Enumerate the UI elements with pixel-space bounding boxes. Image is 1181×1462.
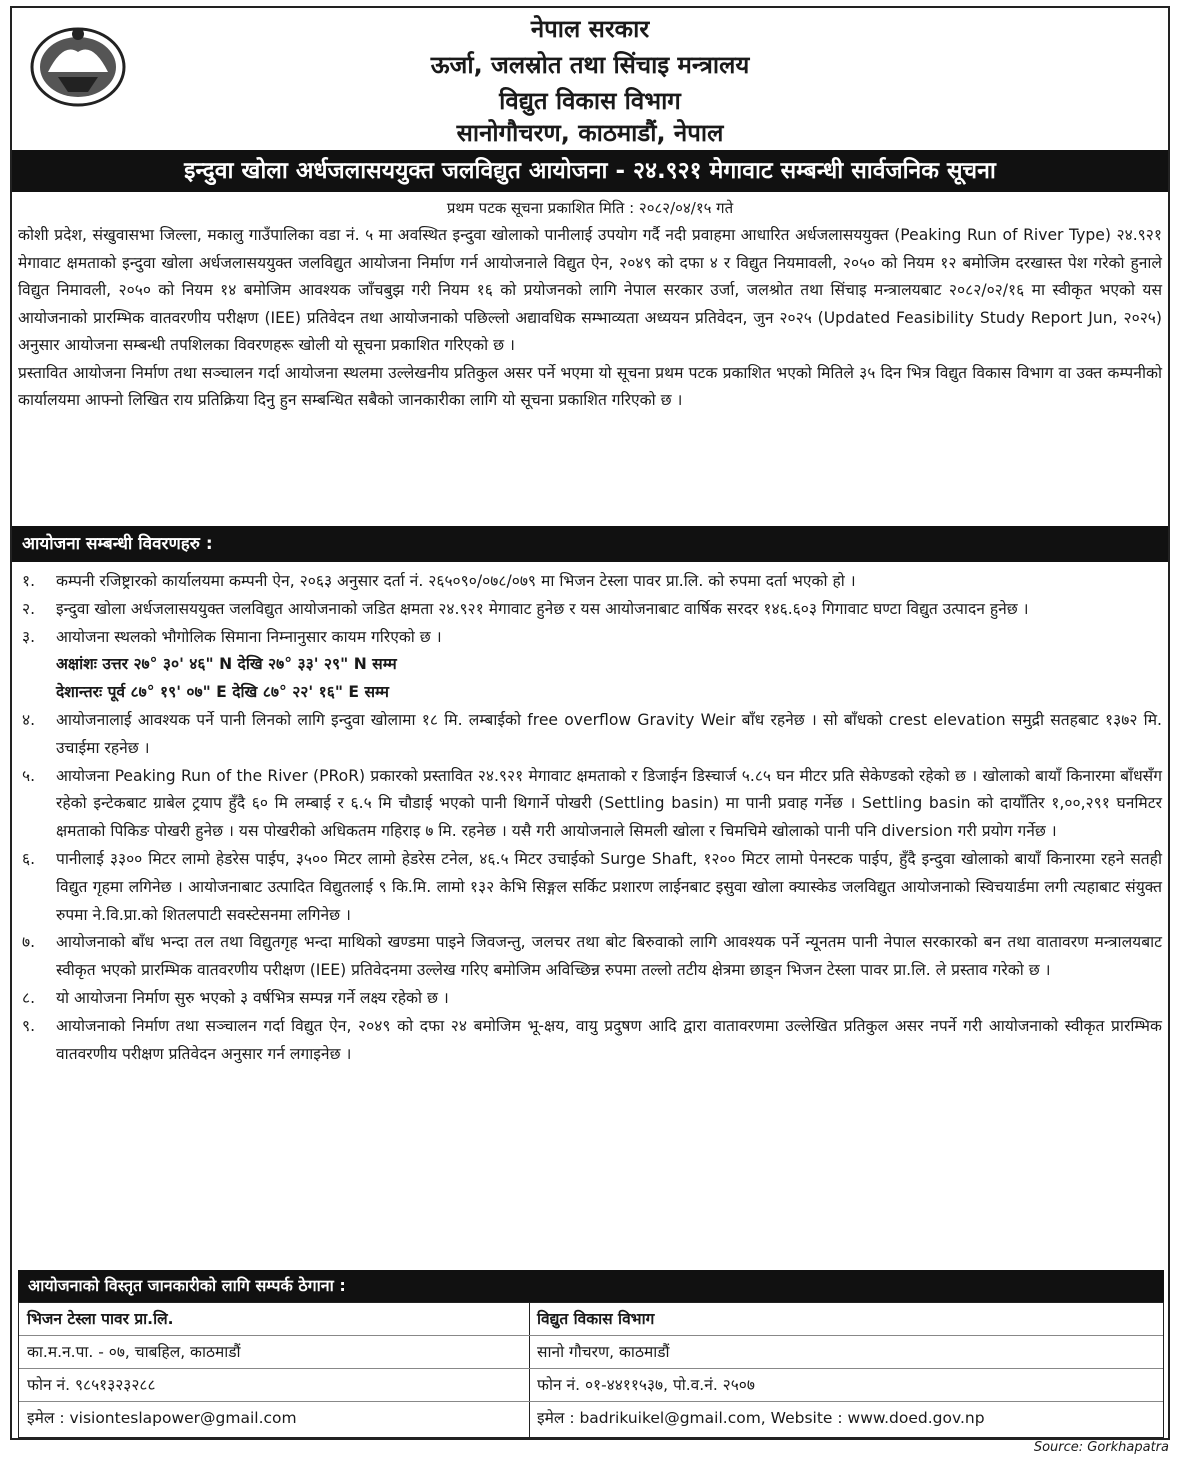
contact-table bbox=[18, 1302, 1164, 1438]
list-item bbox=[18, 707, 1162, 763]
list-item bbox=[18, 624, 1162, 707]
company-email[interactable]: इमेल : visionteslapower@gmail.com bbox=[27, 1409, 297, 1427]
latitude-range: अक्षांशः उत्तर २७° ३०' ४६" N देखि २७° ३३' २९" N सम्म bbox=[56, 655, 397, 674]
list-item bbox=[18, 568, 1162, 596]
list-item bbox=[18, 846, 1162, 929]
department-contact-phone: फोन नं. ०१-४४११५३७, पो.व.नं. २५०७ bbox=[529, 1369, 1163, 1402]
notice-page bbox=[10, 6, 1170, 1440]
govt-name: नेपाल सरकार bbox=[530, 15, 650, 43]
details-heading: आयोजना सम्बन्धी विवरणहरु : bbox=[12, 526, 1168, 562]
item-text: आयोजनाको निर्माण तथा सञ्चालन गर्दा विद्युत ऐन, २०४९ को दफा २४ बमोजिम भू-क्षय, वायु प्रदुषण आदि द्वारा वातावरणमा उल्लेखित प्रतिकुल असर नपर्ने गरी आयोजनाको स्वीकृत प्रारम्भिक वातवरणीय परीक्षण प्रतिवेदन अनुसार गर्न लगाइनेछ । bbox=[56, 1016, 1162, 1063]
longitude-range: देशान्तरः पूर्व ८७° १९' ०७" E देखि ८७° २२' १६" E सम्म bbox=[56, 683, 389, 702]
item-number: ८. bbox=[22, 988, 36, 1007]
item-number: १. bbox=[22, 572, 36, 590]
intro-paragraph-1: कोशी प्रदेश, संखुवासभा जिल्ला, मकालु गाउँपालिका वडा नं. ५ मा अवस्थित इन्दुवा खोलाको पानीलाई उपयोग गर्दै नदी प्रवाहमा आधारित अर्धजलासययुक्त (Peaking Run of River Type) २४.९२१ मेगावाट क्षमताको इन्दुवा खोला अर्धजलासययुक्त जलविद्युत आयोजना निर्माण गर्न आयोजनाले विद्युत ऐन, २०४९ को दफा ४ र विद्युत नियमावली, २०५० को नियम १२ बमोजिम दरखास्त पेश गरेको हुनाले विद्युत निमावली, २०५० को नियम १४ बमोजिम आवश्यक जाँचबुझ गरी नियम १६ को प्रयोजनको लागि नेपाल सरकार उर्जा, जलश्रोत तथा सिंचाइ मन्त्रालयबाट २०८२/०२/१६ मा स्वीकृत भएको यस आयोजनाको प्रारम्भिक वातवरणीय परीक्षण (IEE) प्रतिवेदन तथा आयोजनाको पछिल्लो अद्यावधिक सम्भाव्यता अध्ययन प्रतिवेदन, जुन २०२५ (Updated Feasibility Study Report Jun, २०२५) अनुसार आयोजना सम्बन्धी तपशिलका विवरणहरू खोली यो सूचना प्रकाशित गरिएको छ । bbox=[18, 226, 1163, 354]
item-number: ७. bbox=[22, 933, 36, 952]
intro-paragraph-2: प्रस्तावित आयोजना निर्माण तथा सञ्चालन गर्दा आयोजना स्थलमा उल्लेखनीय प्रतिकुल असर पर्ने भएमा यो सूचना प्रथम पटक प्रकाशित भएको मितिले ३५ दिन भित्र विद्युत विकास विभाग वा उक्त कम्पनीको कार्यालयमा आफ्नो लिखित राय प्रतिक्रिया दिनु हुन सम्बन्धित सबैको जानकारीका लागि यो सूचना प्रकाशित गरिएको छ । bbox=[18, 363, 1162, 409]
item-text: आयोजनालाई आवश्यक पर्ने पानी लिनको लागि इन्दुवा खोलामा १८ मि. लम्बाईको free overflow Gravity Weir बाँध रहनेछ । सो बाँधको crest elevation समुद्री सतहबाट १३७२ मि. उचाईमा रहनेछ । bbox=[56, 710, 1162, 757]
department-contact-name: विद्युत विकास विभाग bbox=[529, 1303, 1163, 1336]
item-text: यो आयोजना निर्माण सुरु भएको ३ वर्षभित्र सम्पन्न गर्ने लक्ष्य रहेको छ । bbox=[56, 988, 449, 1007]
source-credit: Source: Gorkhapatra bbox=[1033, 1440, 1169, 1455]
list-item bbox=[18, 929, 1162, 985]
item-text: आयोजनाको बाँध भन्दा तल तथा विद्युतगृह भन्दा माथिको खण्डमा पाइने जिवजन्तु, जलचर तथा बोट बिरुवाको लागि आवश्यक पर्ने न्यूनतम पानी नेपाल सरकारको बन तथा वातावरण मन्त्रालयबाट स्वीकृत भएको प्रारम्भिक वातवरणीय परीक्षण (IEE) प्रतिवेदनमा उल्लेख गरिए बमोजिम अविच्छिन्न रुपमा तल्लो तटीय क्षेत्रमा छाड्न भिजन टेस्ला पावर प्रा.लि. ले प्रस्ताव गरेको छ । bbox=[56, 933, 1162, 980]
item-text: आयोजना Peaking Run of the River (PRoR) प्रकारको प्रस्तावित २४.९२१ मेगावाट क्षमताको र डिजाईन डिस्चार्ज ५.८५ घन मीटर प्रति सेकेण्डको रहेको छ । खोलाको बायाँ किनारमा बाँधसँग रहेको इन्टेकबाट ग्राबेल ट्रयाप हुँदै ६० मि लम्बाई र ६.५ मि चौडाई भएको पानी थिगार्ने पोखरी (Settling basin) मा पानी प्रवाह गर्नेछ । Settling basin को दायाँतिर १,००,२९१ घनमिटर क्षमताको पिकिङ पोखरी हुनेछ । यस पोखरीको अधिकतम गहिराइ ७ मि. रहनेछ । यसै गरी आयोजनाले सिमली खोला र चिमचिमे खोलाको पानी पनि diversion गरी प्रयोग गर्नेछ । bbox=[56, 766, 1162, 841]
company-phone: फोन नं. ९८५१३२३२८८ bbox=[19, 1369, 529, 1402]
item-number: ३. bbox=[22, 627, 36, 646]
ministry-name: ऊर्जा, जलस्रोत तथा सिंचाइ मन्त्रालय bbox=[430, 51, 750, 79]
item-text: कम्पनी रजिष्ट्रारको कार्यालयमा कम्पनी ऐन, २०६३ अनुसार दर्ता नं. २६५०९०/०७८/०७९ मा भिजन टेस्ला पावर प्रा.लि. को रुपमा दर्ता भएको हो । bbox=[56, 572, 856, 590]
item-number: ४. bbox=[22, 710, 36, 729]
header bbox=[12, 8, 1168, 146]
department-address: सानोगौचरण, काठमाडौं, नेपाल bbox=[456, 119, 724, 147]
department-contact-email-website[interactable]: इमेल : badrikuikel@gmail.com, Website : www.doed.gov.np bbox=[537, 1409, 985, 1427]
department-contact bbox=[529, 1303, 1163, 1437]
details-list bbox=[18, 568, 1162, 1068]
list-item bbox=[18, 985, 1162, 1013]
contact-heading: आयोजनाको विस्तृत जानकारीको लागि सम्पर्क ठेगाना : bbox=[18, 1270, 1164, 1302]
item-text: आयोजना स्थलको भौगोलिक सिमाना निम्नानुसार कायम गरिएको छ । bbox=[56, 627, 442, 646]
list-item bbox=[18, 1013, 1162, 1069]
item-text: पानीलाई ३३०० मिटर लामो हेडरेस पाईप, ३५०० मिटर लामो हेडरेस टनेल, ४६.५ मिटर उचाईको Surge Shaft, १२०० मिटर लामो पेनस्टक पाईप, हुँदै इन्दुवा खोलाको बायाँ किनारमा रहने सतही विद्युत गृहमा लगिनेछ । आयोजनाबाट उत्पादित विद्युतलाई ९ कि.मि. लामो १३२ केभि सिङ्गल सर्किट प्रशारण लाईनबाट इसुवा खोला क्यास्केड जलविद्युत आयोजनाको स्विचयार्डमा लगी त्यहाबाट संयुक्त रुपमा ने.वि.प्रा.को शितलपाटी सवस्टेसनमा लगिनेछ । bbox=[56, 849, 1163, 924]
list-item bbox=[18, 763, 1162, 846]
department-name: विद्युत विकास विभाग bbox=[499, 87, 681, 115]
notice-title: इन्दुवा खोला अर्धजलासययुक्त जलविद्युत आयोजना - २४.९२१ मेगावाट सम्बन्धी सार्वजनिक सूचना bbox=[12, 150, 1168, 192]
company-name: भिजन टेस्ला पावर प्रा.लि. bbox=[19, 1303, 529, 1336]
company-contact bbox=[19, 1303, 530, 1437]
item-number: २. bbox=[22, 599, 36, 618]
company-address: का.म.न.पा. - ०७, चाबहिल, काठमाडौं bbox=[19, 1336, 529, 1369]
item-text: इन्दुवा खोला अर्धजलासययुक्त जलविद्युत आयोजनाको जडित क्षमता २४.९२१ मेगावाट हुनेछ र यस आयोजनाबाट वार्षिक सरदर १४६.६०३ गिगावाट घण्टा विद्युत उत्पादन हुनेछ । bbox=[56, 599, 1029, 618]
list-item bbox=[18, 596, 1162, 624]
item-number: ५. bbox=[22, 766, 36, 785]
item-number: ६. bbox=[22, 849, 36, 868]
intro-text bbox=[18, 222, 1162, 415]
item-number: ९. bbox=[22, 1016, 36, 1035]
publication-date: प्रथम पटक सूचना प्रकाशित मिति : २०८२/०४/१५ गते bbox=[446, 199, 734, 217]
department-contact-address: सानो गौचरण, काठमाडौं bbox=[529, 1336, 1163, 1369]
